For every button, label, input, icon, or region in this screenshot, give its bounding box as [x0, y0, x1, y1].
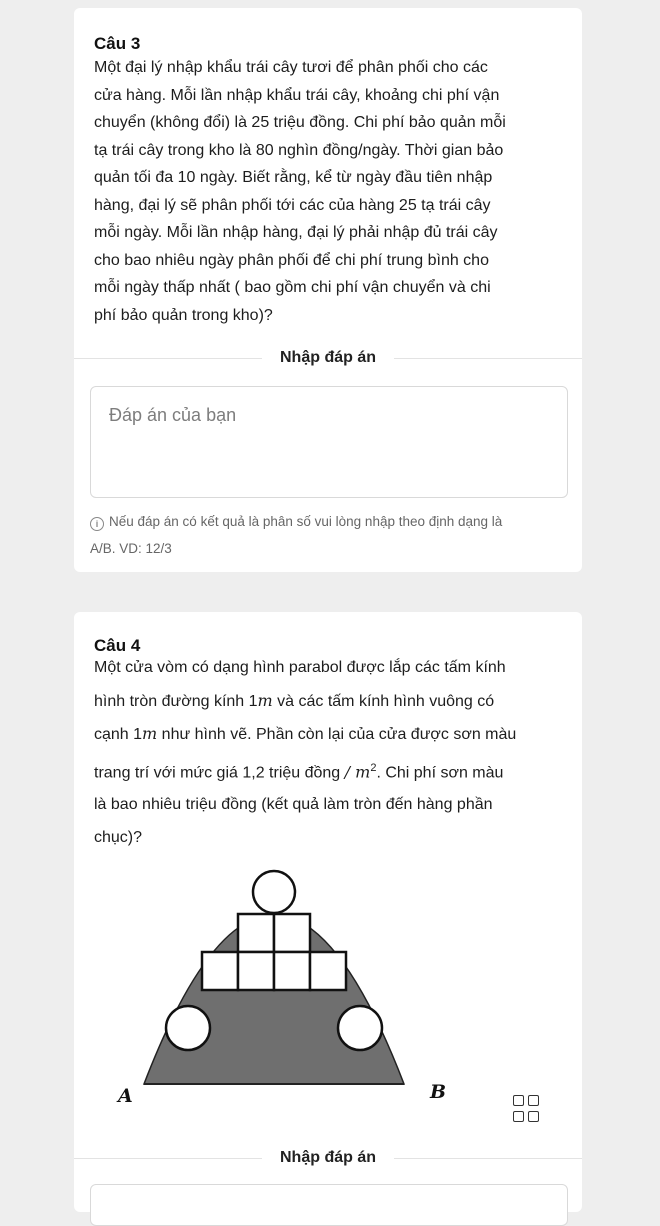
q3-line: tạ trái cây trong kho là 80 nghìn đồng/ngày. Thời gian bảo: [94, 141, 504, 159]
q3-line: cửa hàng. Mỗi lần nhập khẩu trái cây, khoảng chi phí vận: [94, 86, 500, 104]
hint-text: Nếu đáp án có kết quả là phân số vui lòng nhập theo định dạng là: [109, 514, 503, 529]
glass-square: [310, 952, 346, 990]
glass-square: [238, 914, 274, 952]
grid-menu-icon[interactable]: [510, 1092, 544, 1126]
q4-line: [94, 752, 568, 790]
q3-line: mỗi ngày. Mỗi lần nhập hàng, đại lý phải nhập đủ trái cây: [94, 224, 498, 241]
grid-cell-icon: [513, 1111, 524, 1122]
grid-cell-icon: [513, 1095, 524, 1106]
q4-text: trang trí với mức giá 1,2 triệu đồng: [94, 763, 345, 781]
q3-line: phí bảo quản trong kho)?: [94, 306, 273, 324]
question-4-text: [94, 652, 568, 854]
answer-field[interactable]: [90, 1184, 568, 1226]
q3-line: Một đại lý nhập khẩu trái cây tươi để phân phối cho các: [94, 59, 488, 76]
q4-text: và các tấm kính hình vuông có: [272, 692, 495, 710]
answer-header: Nhập đáp án: [280, 349, 377, 366]
q4-text: hình tròn đường kính 1: [94, 692, 258, 710]
divider-line: [394, 358, 582, 359]
q3-line: hàng, đại lý sẽ phân phối tới các của hàng 25 tạ trái cây: [94, 196, 491, 214]
q4-line: Một cửa vòm có dạng hình parabol được lắp các tấm kính: [94, 659, 506, 676]
divider-line: [394, 1158, 582, 1159]
question-3-text: [94, 54, 568, 329]
q4-line: chục)?: [94, 828, 143, 846]
q3-line: chuyển (không đổi) là 25 triệu đồng. Chi phí bảo quản mỗi: [94, 114, 506, 131]
divider-line: [74, 1158, 262, 1159]
q4-line: [94, 718, 568, 752]
format-hint: [90, 508, 570, 562]
glass-square: [274, 952, 310, 990]
question-4-card: [74, 612, 582, 1212]
grid-cell-icon: [528, 1095, 539, 1106]
q4-text: . Chi phí sơn màu: [376, 763, 504, 781]
glass-circle: [338, 1006, 382, 1050]
answer-field[interactable]: [90, 386, 568, 498]
question-3-card: [74, 8, 582, 572]
point-label-a: A: [118, 1085, 133, 1104]
unit-exponent: 2: [370, 761, 377, 774]
q4-line: [94, 685, 568, 719]
glass-circle: [253, 871, 295, 913]
info-icon: i: [90, 517, 104, 531]
glass-square: [202, 952, 238, 990]
answer-header-divider: [74, 1148, 582, 1168]
unit-m: m: [142, 724, 158, 743]
hint-text: A/B. VD: 12/3: [90, 541, 172, 556]
glass-square: [274, 914, 310, 952]
q4-text: cạnh 1: [94, 726, 143, 743]
q4-line: là bao nhiêu triệu đồng (kết quả làm tròn đến hàng phần: [94, 796, 493, 814]
answer-input[interactable]: [107, 399, 551, 431]
unit-m: m: [257, 690, 273, 710]
point-label-b: B: [430, 1081, 447, 1103]
q3-line: mỗi ngày thấp nhất ( bao gồm chi phí vận chuyển và chi: [94, 279, 491, 296]
question-3-title: Câu 3: [94, 34, 141, 53]
glass-circle: [166, 1006, 210, 1050]
q4-text: như hình vẽ. Phần còn lại của cửa được sơn màu: [157, 726, 517, 743]
glass-square: [238, 952, 274, 990]
divider-line: [74, 358, 262, 359]
question-4-title: Câu 4: [94, 636, 141, 655]
answer-header: Nhập đáp án: [280, 1149, 377, 1166]
grid-cell-icon: [528, 1111, 539, 1122]
q3-line: quản tối đa 10 ngày. Biết rằng, kể từ ngày đầu tiên nhập: [94, 169, 493, 186]
parabola-door-figure: [104, 864, 484, 1104]
q3-line: cho bao nhiêu ngày phân phối để chi phí trung bình cho: [94, 251, 489, 269]
answer-header-divider: [74, 348, 582, 368]
unit-m2: / m: [344, 761, 371, 781]
